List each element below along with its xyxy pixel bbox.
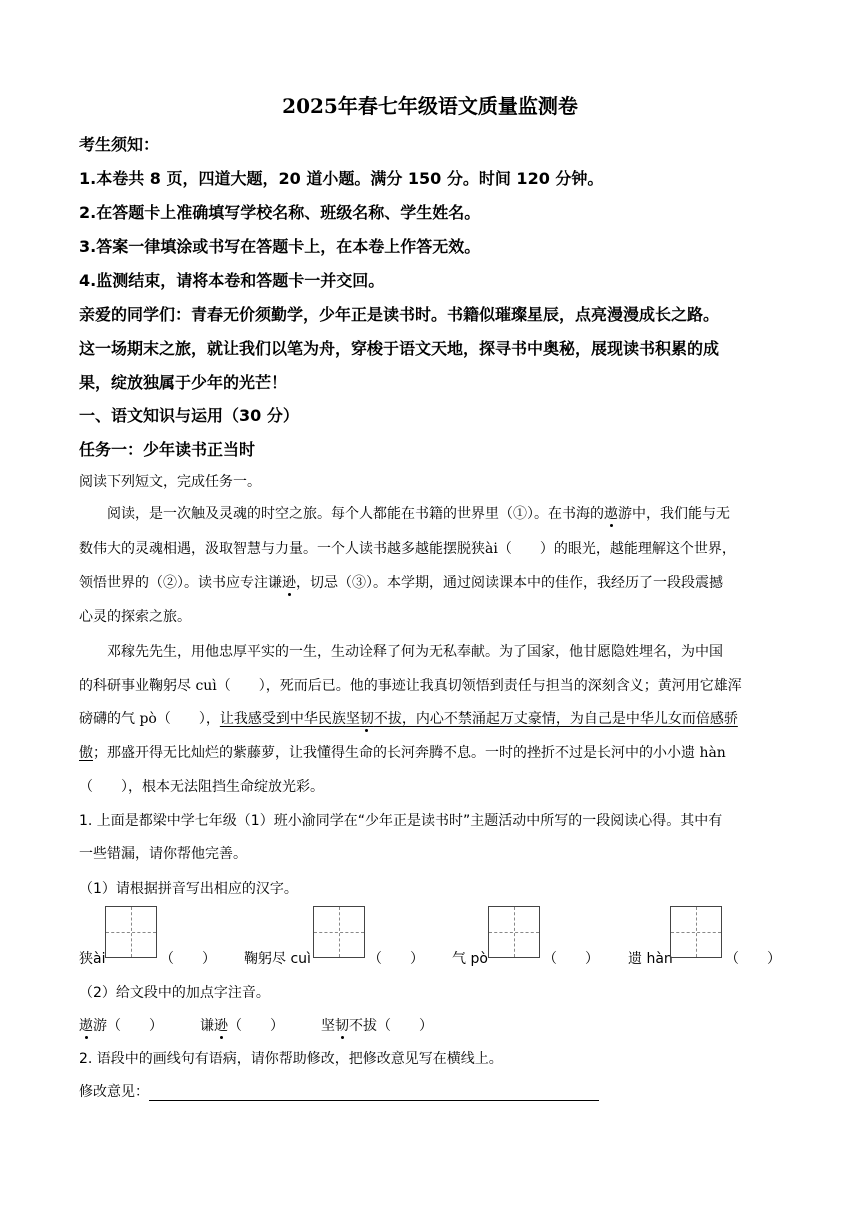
question-stem: 一些错漏，请你帮他完善。 [79, 846, 247, 862]
dotted-char: 韧 [335, 1018, 349, 1034]
notice-item: 2.在答题卡上准确填写学校名称、班级名称、学生姓名。 [79, 203, 481, 222]
intro-line: 这一场期末之旅，就让我们以笔为舟，穿梭于语文天地，探寻书中奥秘，展现读书积累的成 [79, 339, 720, 358]
passage-line: 磅礴的气 pò（ ），让我感受到中华民族坚韧不拔，内心不禁涌起万丈豪情，为自己是中华儿女而倍感骄 [79, 711, 738, 727]
passage-line: 的科研事业鞠躬尽 cuì（ ），死而后已。他的事迹让我真切领悟到责任与担当的深刻含义；黄河用它雄浑 [79, 678, 742, 694]
answer-paren: （ ） [377, 1018, 433, 1034]
phonetic-item: 谦逊（ ） [200, 1018, 284, 1034]
answer-paren: （ ） [228, 1018, 284, 1034]
underlined-sentence-end: 傲 [79, 745, 93, 761]
notice-heading: 考生须知： [79, 135, 160, 154]
answer-paren: （ ） [107, 1018, 163, 1034]
writing-grid-box[interactable] [488, 906, 540, 958]
answer-label: 修改意见： [79, 1084, 149, 1100]
passage-line: 心灵的探索之旅。 [79, 609, 191, 625]
underlined-sentence: 让我感受到中华民族坚韧不拔，内心不禁涌起万丈豪情，为自己是中华儿女而倍感骄 [219, 711, 738, 727]
passage-line: 领悟世界的（②）。读书应专注谦逊，切忌（③）。本学期，通过阅读课本中的佳作，我经历了一段段震撼 [79, 575, 723, 591]
passage-line: 数伟大的灵魂相遇，汲取智慧与力量。一个人读书越多越能摆脱狭ài（ ）的眼光，越能理解这个世界， [79, 541, 736, 557]
passage-line: 阅读，是一次触及灵魂的时空之旅。每个人都能在书籍的世界里（①）。在书海的遨游中，我们能与无 [107, 506, 730, 522]
page-title: 2025年春七年级语文质量监测卷 [282, 94, 578, 118]
passage-line: 傲；那盛开得无比灿烂的紫藤萝，让我懂得生命的长河奔腾不息。一时的挫折不过是长河中的小小遗 hàn [79, 745, 726, 761]
dotted-char: 逊 [214, 1018, 228, 1034]
notice-item: 3.答案一律填涂或书写在答题卡上，在本卷上作答无效。 [79, 237, 481, 256]
writing-grid-box[interactable] [670, 906, 722, 958]
task-heading: 任务一：少年读书正当时 [79, 440, 256, 459]
passage-line: （ ），根本无法阻挡生命绽放光彩。 [79, 779, 324, 795]
notice-item: 1.本卷共 8 页，四道大题，20 道小题。满分 150 分。时间 120 分钟。 [79, 169, 604, 188]
sub-question: （2）给文段中的加点字注音。 [79, 985, 270, 1001]
intro-line: 果，绽放独属于少年的光芒！ [79, 373, 288, 392]
instruction: 阅读下列短文，完成任务一。 [79, 474, 261, 490]
dotted-char: 韧 [359, 711, 374, 727]
dotted-char: 遨 [604, 506, 618, 522]
answer-paren: （ ） [725, 951, 781, 967]
phonetic-item: 坚韧不拔（ ） [321, 1018, 433, 1034]
intro-line: 亲爱的同学们：青春无价须勤学，少年正是读书时。书籍似璀璨星辰，点亮漫漫成长之路。 [79, 305, 720, 324]
answer-line[interactable] [149, 1086, 599, 1101]
pinyin-label: 气 pò [452, 951, 488, 967]
sub-question: （1）请根据拼音写出相应的汉字。 [79, 881, 298, 897]
writing-grid-box[interactable] [105, 906, 157, 958]
phonetic-item: 遨游（ ） [79, 1018, 163, 1034]
writing-grid-box[interactable] [313, 906, 365, 958]
pinyin-label: 鞠躬尽 cuì [244, 951, 311, 967]
dotted-char: 逊 [282, 575, 296, 591]
pinyin-label: 遗 hàn [628, 951, 673, 967]
answer-paren: （ ） [368, 951, 424, 967]
answer-paren: （ ） [543, 951, 599, 967]
pinyin-label: 狭ài [79, 951, 106, 967]
section-heading: 一、语文知识与运用（30 分） [79, 406, 299, 425]
question-stem: 1. 上面是都梁中学七年级（1）班小渝同学在“少年正是读书时”主题活动中所写的一段阅读心得。其中有 [79, 813, 723, 829]
question-stem: 2. 语段中的画线句有语病，请你帮助修改，把修改意见写在横线上。 [79, 1051, 503, 1067]
passage-line: 邓稼先先生，用他忠厚平实的一生，生动诠释了何为无私奉献。为了国家，他甘愿隐姓埋名，为中国 [107, 644, 723, 660]
dotted-char: 遨 [79, 1018, 93, 1034]
notice-item: 4.监测结束，请将本卷和答题卡一并交回。 [79, 271, 385, 290]
answer-line-row [79, 1081, 599, 1101]
answer-paren: （ ） [160, 951, 216, 967]
